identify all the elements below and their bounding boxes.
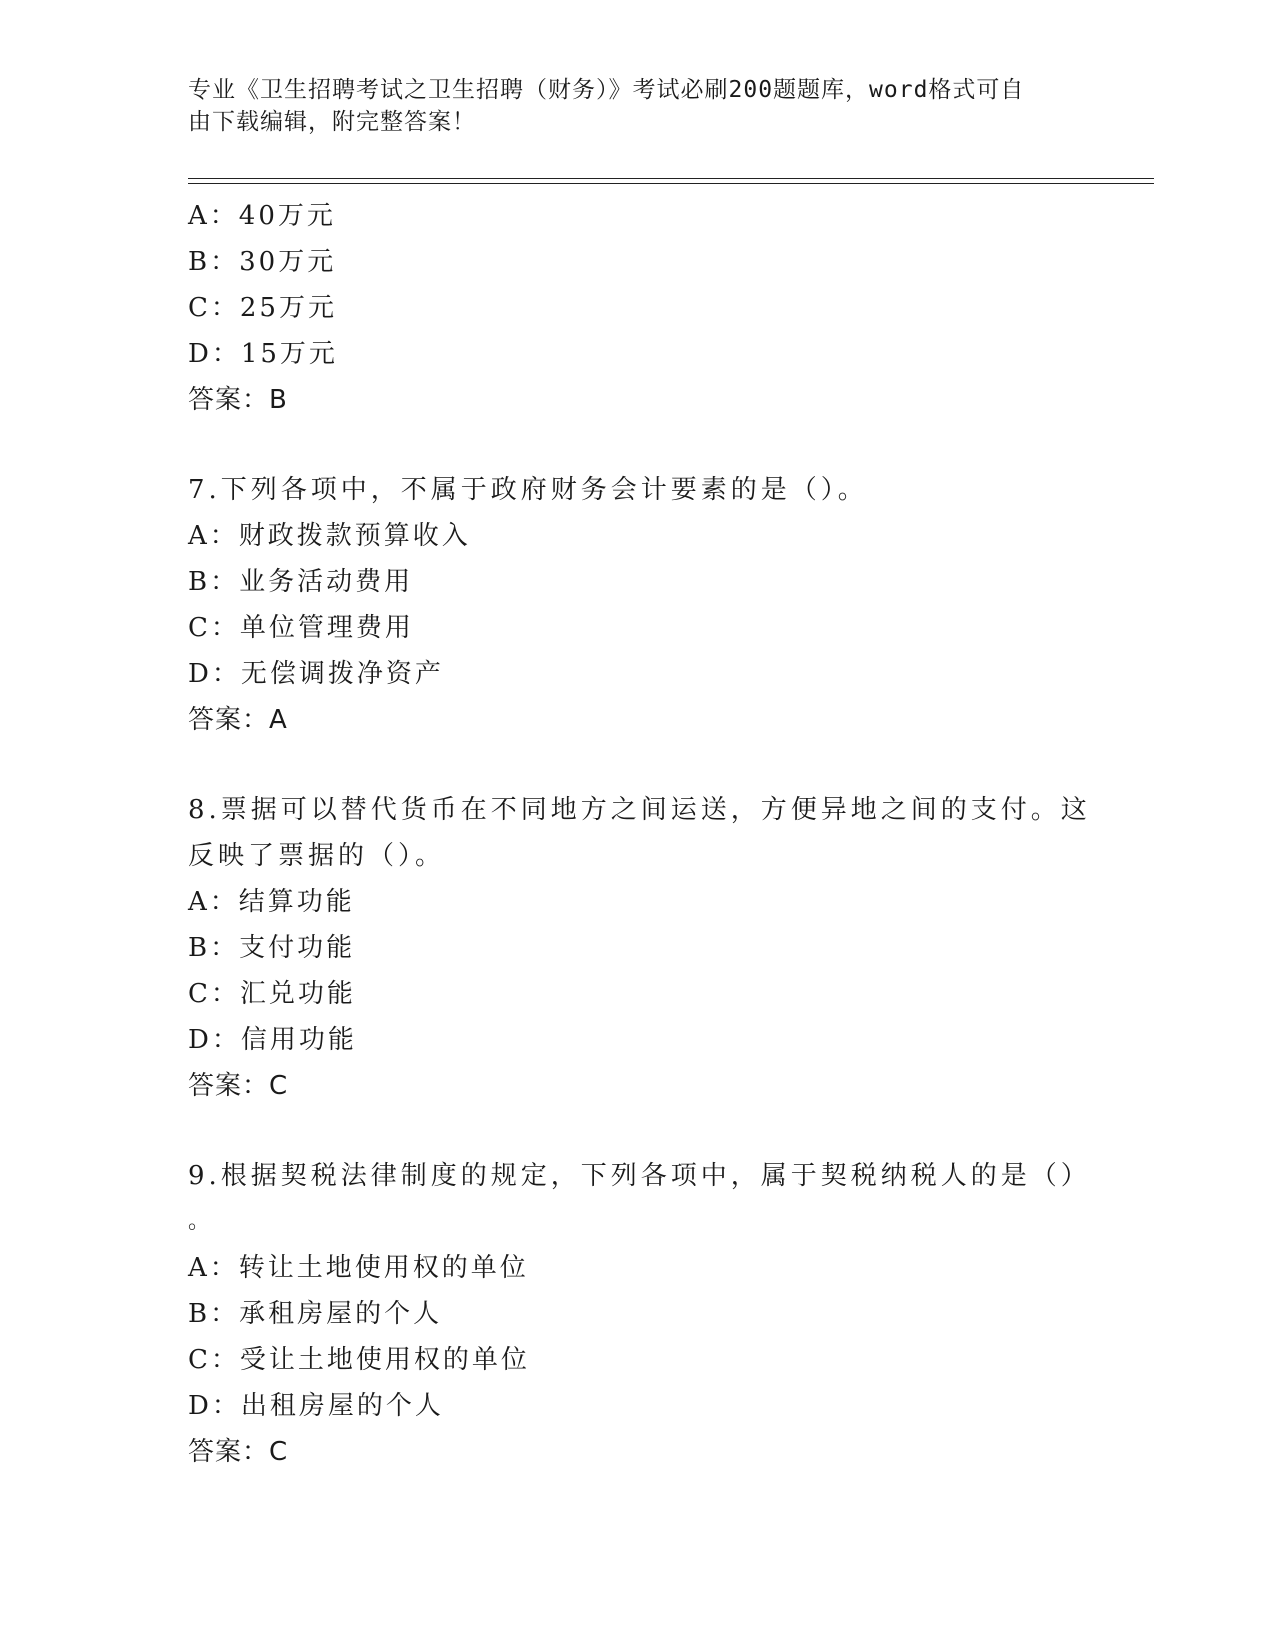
- option-d: D：无偿调拨净资产: [188, 659, 444, 689]
- answer: 答案：C: [188, 1071, 289, 1101]
- option-a: A：财政拨款预算收入: [188, 521, 471, 551]
- question-stem-line-2: 。: [188, 1209, 211, 1234]
- question-9: [188, 1153, 1091, 1475]
- option-c: C：汇兑功能: [188, 979, 356, 1009]
- question-stem-line-2: 反映了票据的（）。: [188, 841, 446, 871]
- answer: 答案：A: [188, 705, 288, 735]
- option-d: D：出租房屋的个人: [188, 1391, 444, 1421]
- header-line-1: 专业《卫生招聘考试之卫生招聘（财务）》考试必刷200题题库，word格式可自: [188, 77, 1025, 103]
- question-stem: 7.下列各项中，不属于政府财务会计要素的是（）。: [188, 475, 868, 505]
- option-b: B：30万元: [188, 247, 337, 277]
- option-a: A：结算功能: [188, 887, 355, 917]
- header-divider-top: [188, 178, 1154, 179]
- question-7: [188, 467, 1088, 743]
- question-stem-line-1: 8.票据可以替代货币在不同地方之间运送，方便异地之间的支付。这: [188, 795, 1091, 825]
- answer: 答案：B: [188, 385, 288, 415]
- question-8: [188, 787, 1091, 1109]
- option-b: B：业务活动费用: [188, 567, 414, 597]
- header-divider-bottom: [188, 183, 1154, 184]
- question-6-tail: [188, 193, 1088, 423]
- document-header: [188, 74, 1088, 138]
- option-c: C：25万元: [188, 293, 337, 323]
- option-c: C：单位管理费用: [188, 613, 414, 643]
- option-b: B：支付功能: [188, 933, 356, 963]
- option-c: C：受让土地使用权的单位: [188, 1345, 530, 1375]
- option-a: A：转让土地使用权的单位: [188, 1253, 529, 1283]
- option-b: B：承租房屋的个人: [188, 1299, 443, 1329]
- document-body: [188, 193, 1091, 1475]
- question-stem-line-1: 9.根据契税法律制度的规定，下列各项中，属于契税纳税人的是（）: [188, 1161, 1091, 1191]
- option-a: A：40万元: [188, 201, 336, 231]
- option-d: D：信用功能: [188, 1025, 357, 1055]
- answer: 答案：C: [188, 1437, 289, 1467]
- option-d: D：15万元: [188, 339, 338, 369]
- header-line-2: 由下载编辑，附完整答案！: [188, 109, 476, 135]
